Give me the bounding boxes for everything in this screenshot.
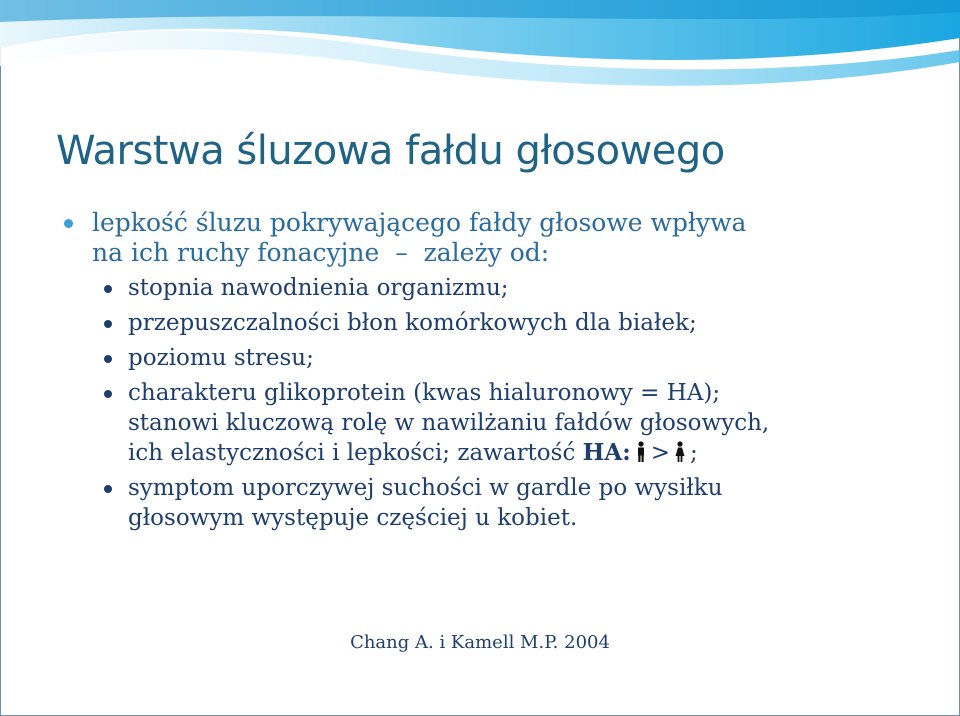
sub-bullet-line-1: charakteru glikoprotein (kwas hialuronowy = HA); xyxy=(128,380,721,406)
slide-title: Warstwa śluzowa fałdu głosowego xyxy=(56,128,725,174)
main-bullet-line-1: lepkość śluzu pokrywającego fałdy głosowe wpływa xyxy=(92,208,747,237)
male-figure-icon xyxy=(635,441,647,463)
bullet-dot-icon xyxy=(104,485,112,493)
sub-bullet-item-glycoproteins xyxy=(60,378,940,468)
bullet-dot-icon xyxy=(104,355,112,363)
sub-bullet-text: przepuszczalności błon komórkowych dla białek; xyxy=(128,310,697,336)
ha-label: HA: xyxy=(582,439,631,466)
sub-bullet-line-2: stanowi kluczową rolę w nawilżaniu fałdów głosowych, xyxy=(128,410,770,436)
bullet-dot-icon xyxy=(104,320,112,328)
main-bullet-item xyxy=(60,208,940,268)
bullet-dot-icon xyxy=(104,285,112,293)
header-wave-decoration xyxy=(0,0,960,110)
sub-bullet-item xyxy=(60,343,940,373)
main-bullet-line-2: na ich ruchy fonacyjne – zależy od: xyxy=(92,238,550,267)
slide-content xyxy=(60,208,940,538)
sub-bullet-text: stopnia nawodnienia organizmu; xyxy=(128,275,509,301)
sub-bullet-line-2: głosowym występuje częściej u kobiet. xyxy=(128,505,578,531)
female-figure-icon xyxy=(674,441,686,463)
sub-bullet-item xyxy=(60,273,940,303)
citation: Chang A. i Kamell M.P. 2004 xyxy=(350,632,610,653)
sub-bullet-text: poziomu stresu; xyxy=(128,345,314,371)
sub-bullet-line-3 xyxy=(128,438,940,468)
sub-bullet-item-symptom xyxy=(60,473,940,533)
sub-bullet-list xyxy=(60,273,940,533)
bullet-dot-icon xyxy=(64,219,73,228)
greater-than-sign: > xyxy=(650,440,671,466)
line-terminator: ; xyxy=(690,440,698,466)
sub-bullet-line-1: symptom uporczywej suchości w gardle po wysiłku xyxy=(128,475,723,501)
sub-bullet-item xyxy=(60,308,940,338)
ha-content-text: ich elastyczności i lepkości; zawartość xyxy=(128,440,583,466)
bullet-dot-icon xyxy=(104,390,112,398)
